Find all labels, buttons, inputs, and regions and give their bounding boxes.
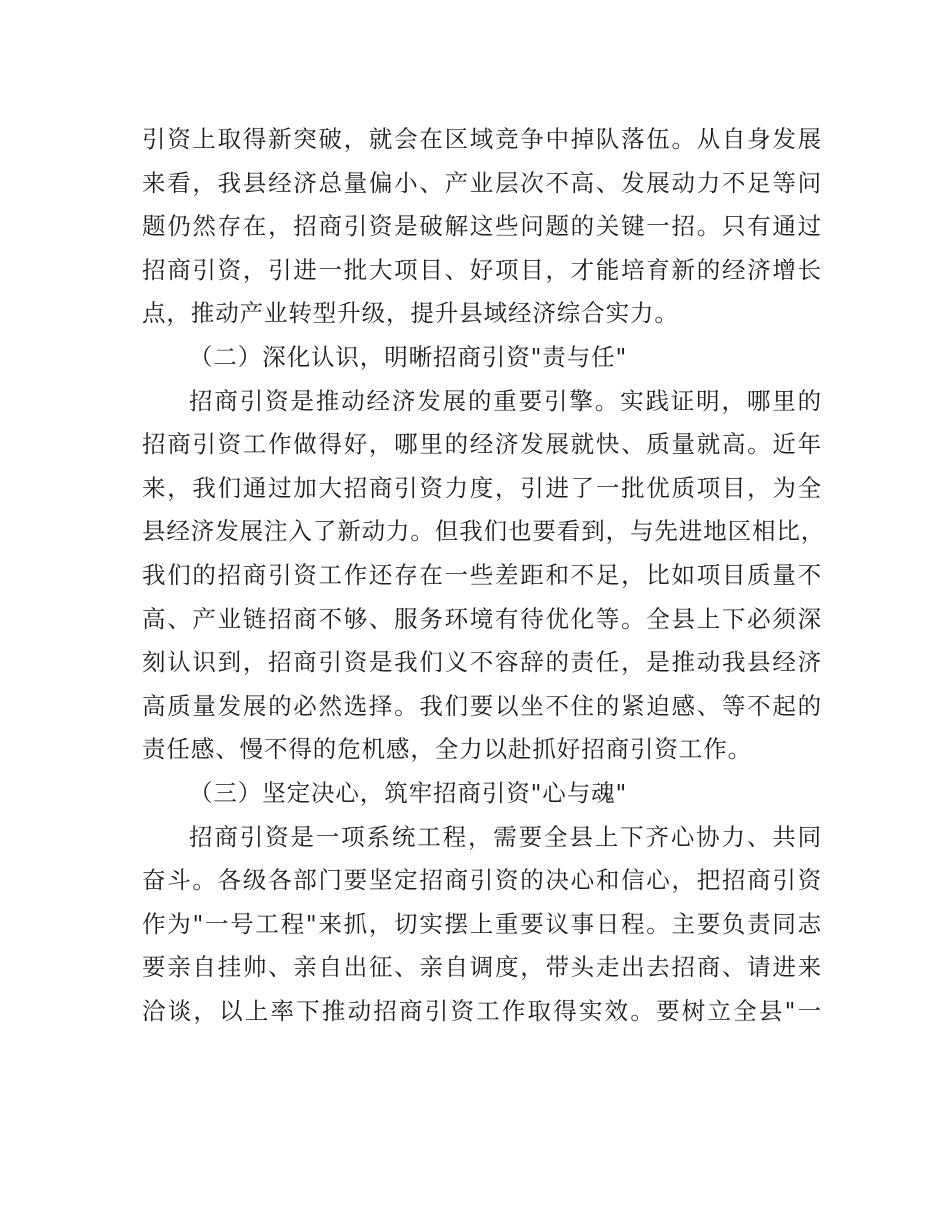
text-line: 题仍然存在，招商引资是破解这些问题的关键一招。只有通过 [142,212,822,241]
paragraph-3 [142,816,822,1034]
text-line: 招商引资是推动经济发展的重要引擎。实践证明，哪里的 [189,386,822,415]
text-line: 招商引资，引进一批大项目、好项目，才能培育新的经济增长 [142,255,822,284]
paragraph-2 [142,380,826,772]
section-heading-2: （二）深化认识，明晰招商引资"责与任" [189,342,628,371]
text-line: 刻认识到，招商引资是我们义不容辞的责任，是推动我县经济 [142,648,822,677]
text-line: 洽谈，以上率下推动招商引资工作取得实效。要树立全县"一 [142,996,822,1025]
document-body [142,118,826,1033]
text-line: 要亲自挂帅、亲自出征、亲自调度，带头走出去招商、请进来 [142,953,822,982]
text-line: 来，我们通过加大招商引资力度，引进了一批优质项目，为全 [142,473,822,502]
paragraph-continuation [142,118,822,336]
text-line: 责任感、慢不得的危机感，全力以赴抓好招商引资工作。 [142,735,752,764]
text-line: 县经济发展注入了新动力。但我们也要看到，与先进地区相比， [142,517,826,546]
text-line: 高、产业链招商不够、服务环境有待优化等。全县上下必须深 [142,604,822,633]
text-line: 点，推动产业转型升级，提升县域经济综合实力。 [142,299,679,328]
text-line: 作为"一号工程"来抓，切实摆上重要议事日程。主要负责同志 [142,909,822,938]
text-line: 高质量发展的必然选择。我们要以坐不住的紧迫感、等不起的 [142,691,822,720]
text-line: 奋斗。各级各部门要坚定招商引资的决心和信心，把招商引资 [142,866,822,895]
text-line: 招商引资是一项系统工程，需要全县上下齐心协力、共同 [189,822,822,851]
text-line: 来看，我县经济总量偏小、产业层次不高、发展动力不足等问 [142,168,822,197]
text-line: 引资上取得新突破，就会在区域竞争中掉队落伍。从自身发展 [142,125,822,153]
text-line: 我们的招商引资工作还存在一些差距和不足，比如项目质量不 [142,560,822,589]
text-line: 招商引资工作做得好，哪里的经济发展就快、质量就高。近年 [142,430,822,459]
section-heading-3: （三）坚定决心，筑牢招商引资"心与魂" [189,778,628,807]
